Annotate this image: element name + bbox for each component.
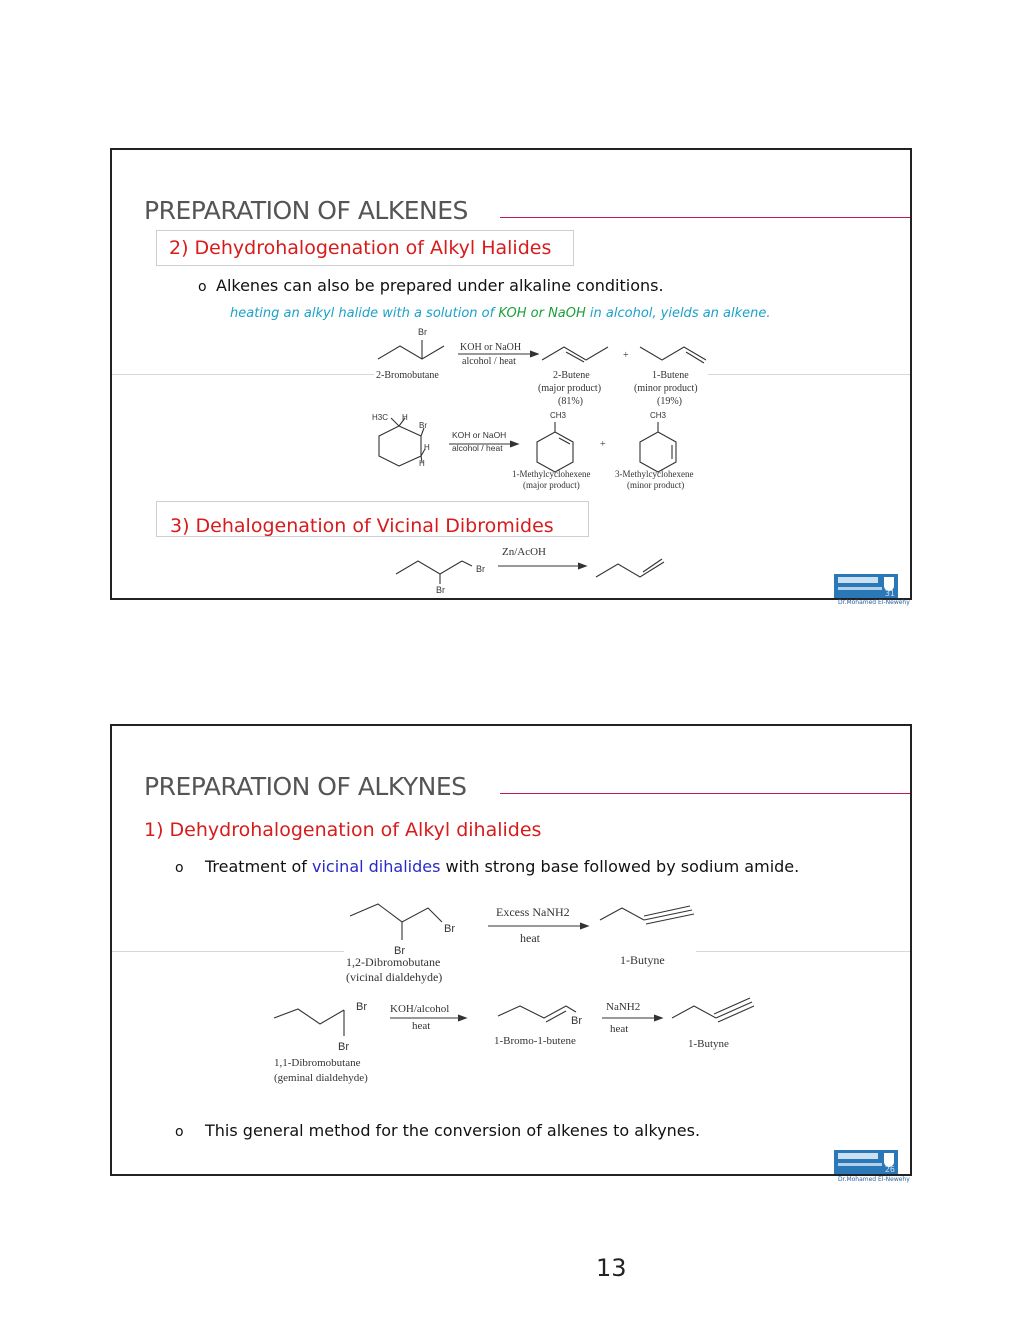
reagent-top: KOH or NaOH — [460, 342, 522, 353]
dibromobutane-skeleton — [396, 561, 462, 574]
slide-number: 26 — [884, 1165, 895, 1174]
reactant1-name: 1,2-Dibromobutane — [346, 955, 441, 969]
slide-title: PREPARATION OF ALKYNES — [144, 772, 467, 801]
reaction-scheme-butyne — [112, 726, 912, 1176]
plus-sign-2: + — [600, 439, 606, 450]
butyne-skeleton — [600, 908, 644, 920]
bullet-text: This general method for the conversion of alkenes to alkynes. — [205, 1121, 701, 1140]
dibromobutane-2-skeleton — [274, 1009, 344, 1024]
methylcyclohexene1-role: (major product) — [523, 480, 580, 490]
br-vinyl: Br — [571, 1015, 582, 1027]
br2-label: Br — [436, 585, 445, 595]
bullet-text: Alkenes can also be prepared under alkaline conditions. — [216, 276, 664, 295]
nanh2-label: NaNH2 — [606, 1001, 641, 1013]
university-logo — [834, 1150, 898, 1174]
excess-nanh2-label: Excess NaNH2 — [496, 905, 570, 919]
reagent2-bottom: alcohol / heat — [452, 443, 503, 453]
slide-number: 31 — [884, 589, 895, 598]
product1-name: 1-Butyne — [620, 953, 665, 967]
plus-sign: + — [623, 350, 629, 361]
methylcyclohexene-3-ring — [640, 432, 676, 472]
h-bottom-label: H — [419, 459, 425, 468]
slide-alkynes — [110, 724, 912, 1176]
reactant-name: 2-Bromobutane — [376, 370, 439, 381]
heat-label-3: heat — [610, 1023, 629, 1035]
cyclohexane-ring — [379, 426, 421, 466]
h3c-label: H3C — [372, 413, 389, 422]
butene-2-skeleton — [542, 347, 608, 360]
product2-name: 1-Butyne — [688, 1038, 729, 1050]
product2-name: 1-Butene — [652, 370, 689, 381]
author-credit: Dr.Mohamed El-Newehy — [838, 599, 910, 606]
bullet-text-pre: Treatment of — [205, 857, 313, 876]
br1-label: Br — [444, 923, 455, 935]
methylcyclohexene3-name: 3-Methylcyclohexene — [615, 469, 694, 479]
butyne-2-skeleton — [672, 1006, 716, 1018]
zn-acoh-label: Zn/AcOH — [502, 546, 546, 558]
page-number: 13 — [596, 1254, 627, 1282]
slide-alkenes — [110, 148, 912, 600]
koh-alcohol-label: KOH/alcohol — [390, 1003, 450, 1015]
product1-percent: (81%) — [558, 396, 583, 407]
reactant2-name: 1,1-Dibromobutane — [274, 1057, 361, 1069]
intermediate-name: 1-Bromo-1-butene — [494, 1035, 576, 1047]
ch3-label-a: CH3 — [550, 411, 567, 420]
product2-percent: (19%) — [657, 396, 682, 407]
br-geminal-2: Br — [338, 1041, 349, 1053]
product1-name: 2-Butene — [553, 370, 590, 381]
br2-label: Br — [394, 945, 405, 957]
heat-label-2: heat — [412, 1020, 431, 1032]
reagent-bottom: alcohol / heat — [462, 356, 516, 367]
note-reagents: KOH or NaOH — [498, 306, 586, 321]
product1-role: (major product) — [538, 383, 602, 394]
bullet-item-2 — [175, 1123, 700, 1139]
section-heading-dehalogenation: 3) Dehalogenation of Vicinal Dibromides — [170, 515, 554, 537]
reagent2-top: KOH or NaOH — [452, 430, 507, 440]
product2-role: (minor product) — [634, 383, 698, 394]
note-suffix: in alcohol, yields an alkene. — [585, 306, 771, 321]
br-geminal-1: Br — [356, 1001, 367, 1013]
h-top-label: H — [402, 413, 408, 422]
note-prefix: heating an alkyl halide with a solution of — [230, 306, 499, 321]
ch3-label-b: CH3 — [650, 411, 667, 420]
reactant1-desc: (vicinal dialdehyde) — [346, 970, 443, 984]
h-mid-label: H — [424, 443, 430, 452]
methylcyclohexene-1-ring — [537, 432, 573, 472]
university-logo — [834, 574, 898, 598]
reactant2-desc: (geminal dialdehyde) — [274, 1072, 368, 1084]
bullet-text-post: with strong base followed by sodium amide. — [440, 857, 800, 876]
bullet-mark: o — [175, 860, 184, 876]
bullet-mark: o — [198, 279, 207, 295]
br-label: Br — [418, 327, 427, 337]
author-credit: Dr.Mohamed El-Newehy — [838, 1176, 910, 1183]
br-ring-label: Br — [419, 421, 427, 430]
methylcyclohexene3-role: (minor product) — [627, 480, 685, 490]
bullet-term: vicinal dihalides — [312, 857, 441, 876]
slide-title: PREPARATION OF ALKENES — [144, 196, 468, 225]
bromobutane-skeleton — [378, 346, 444, 359]
heat-label: heat — [520, 931, 540, 945]
br1-label: Br — [476, 564, 485, 574]
section-heading-dehydrohalogenation: 1) Dehydrohalogenation of Alkyl dihalides — [144, 819, 542, 841]
section-heading-dehydrohalogenation: 2) Dehydrohalogenation of Alkyl Halides — [169, 237, 552, 259]
dibromobutane-skeleton — [350, 904, 442, 922]
bullet-mark: o — [175, 1124, 184, 1140]
methylcyclohexene1-name: 1-Methylcyclohexene — [512, 469, 591, 479]
